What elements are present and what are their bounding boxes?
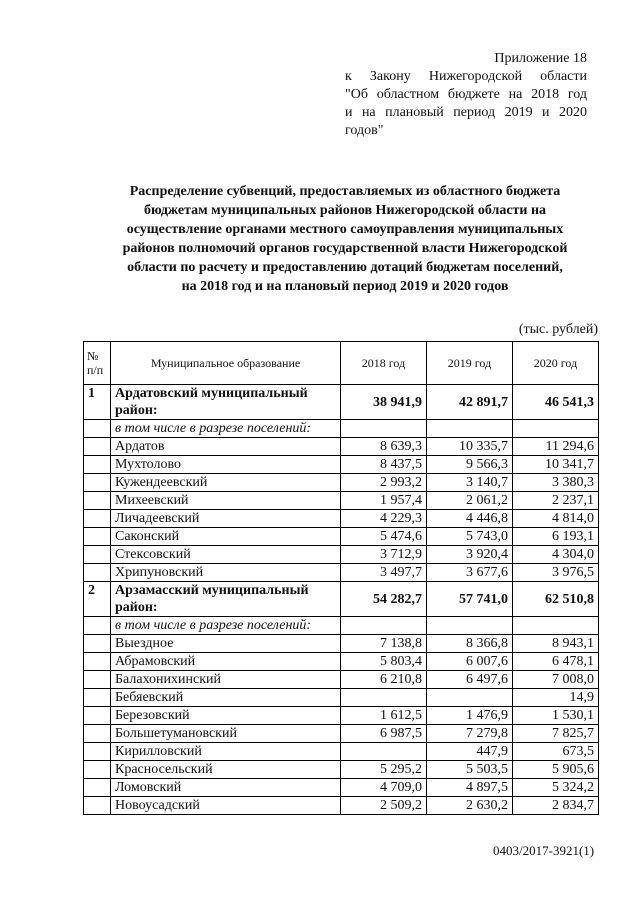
value-2018 bbox=[341, 743, 427, 761]
settlement-name: Кужендеевский bbox=[111, 474, 341, 492]
row-num bbox=[84, 474, 111, 492]
value-2020: 5 324,2 bbox=[513, 779, 599, 797]
units-label: (тыс. рублей) bbox=[518, 322, 598, 337]
table-row bbox=[84, 797, 599, 815]
row-num bbox=[84, 797, 111, 815]
row-num bbox=[84, 456, 111, 474]
value-2018: 6 987,5 bbox=[341, 725, 427, 743]
value-2018: 8 639,3 bbox=[341, 438, 427, 456]
appendix-line: к Закону Нижегородской области bbox=[345, 69, 587, 84]
settlement-name: Березовский bbox=[111, 707, 341, 725]
title-line: области по расчету и предоставлению дотаций бюджетам поселений, bbox=[127, 260, 563, 275]
district-2020: 46 541,3 bbox=[513, 385, 599, 420]
value-2018: 5 803,4 bbox=[341, 653, 427, 671]
title-line: осуществление органами местного самоуправления муниципальных bbox=[126, 222, 564, 237]
value-2019: 1 476,9 bbox=[427, 707, 513, 725]
value-2019: 3 677,6 bbox=[427, 564, 513, 582]
table-row bbox=[84, 725, 599, 743]
district-row bbox=[84, 385, 599, 420]
value-2019: 447,9 bbox=[427, 743, 513, 761]
document-code: 0403/2017-3921(1) bbox=[493, 843, 595, 858]
value-2018: 3 497,7 bbox=[341, 564, 427, 582]
subsidy-table bbox=[83, 341, 599, 815]
district-row bbox=[84, 582, 599, 617]
table-row bbox=[84, 456, 599, 474]
value-2020: 8 943,1 bbox=[513, 635, 599, 653]
value-2019: 7 279,8 bbox=[427, 725, 513, 743]
settlement-name: Михеевский bbox=[111, 492, 341, 510]
settlement-name: Новоусадский bbox=[111, 797, 341, 815]
settlement-name: Мухтолово bbox=[111, 456, 341, 474]
row-num bbox=[84, 689, 111, 707]
district-name: Арзамасский муниципальный район: bbox=[111, 582, 341, 617]
table-row bbox=[84, 743, 599, 761]
settlement-name: Хрипуновский bbox=[111, 564, 341, 582]
value-2018: 2 509,2 bbox=[341, 797, 427, 815]
row-num bbox=[84, 528, 111, 546]
value-2018: 4 709,0 bbox=[341, 779, 427, 797]
table-row bbox=[84, 761, 599, 779]
header-name: Муниципальное образование bbox=[111, 342, 341, 385]
value-2020: 11 294,6 bbox=[513, 438, 599, 456]
settlement-name: Личадеевский bbox=[111, 510, 341, 528]
table-row bbox=[84, 635, 599, 653]
header-2019: 2019 год bbox=[427, 342, 513, 385]
value-2020: 2 834,7 bbox=[513, 797, 599, 815]
settlement-name: Абрамовский bbox=[111, 653, 341, 671]
value-2019: 9 566,3 bbox=[427, 456, 513, 474]
title-line: бюджетам муниципальных районов Нижегородской области на bbox=[143, 203, 547, 218]
settlement-name: Большетумановский bbox=[111, 725, 341, 743]
district-2020: 62 510,8 bbox=[513, 582, 599, 617]
table-row bbox=[84, 546, 599, 564]
district-2019: 57 741,0 bbox=[427, 582, 513, 617]
row-num bbox=[84, 725, 111, 743]
value-2019: 3 920,4 bbox=[427, 546, 513, 564]
value-2018: 1 612,5 bbox=[341, 707, 427, 725]
row-num bbox=[84, 653, 111, 671]
table-row bbox=[84, 564, 599, 582]
settlement-name: Кирилловский bbox=[111, 743, 341, 761]
settlement-name: Саконский bbox=[111, 528, 341, 546]
district-2018: 54 282,7 bbox=[341, 582, 427, 617]
value-2019: 2 630,2 bbox=[427, 797, 513, 815]
settlement-name: Выездное bbox=[111, 635, 341, 653]
appendix-line: годов" bbox=[345, 123, 384, 138]
settlement-name: Ломовский bbox=[111, 779, 341, 797]
value-2018: 5 295,2 bbox=[341, 761, 427, 779]
settlement-name: Ардатов bbox=[111, 438, 341, 456]
appendix-line: "Об областном бюджете на 2018 год bbox=[345, 87, 587, 102]
value-2020: 673,5 bbox=[513, 743, 599, 761]
value-2020: 2 237,1 bbox=[513, 492, 599, 510]
appendix-note bbox=[345, 50, 587, 140]
value-2019: 8 366,8 bbox=[427, 635, 513, 653]
value-2018 bbox=[341, 689, 427, 707]
subtitle-row bbox=[84, 617, 599, 635]
row-num bbox=[84, 564, 111, 582]
appendix-line: и на плановый период 2019 и 2020 bbox=[345, 105, 587, 120]
row-num bbox=[84, 671, 111, 689]
subtitle-text: в том числе в разрезе поселений: bbox=[111, 420, 341, 438]
table-header-row bbox=[84, 342, 599, 385]
table-row bbox=[84, 671, 599, 689]
table-body bbox=[84, 385, 599, 815]
value-2020: 4 814,0 bbox=[513, 510, 599, 528]
title-line: районов полномочий органов государственной власти Нижегородской bbox=[122, 241, 568, 256]
subtitle-row bbox=[84, 420, 599, 438]
value-2018: 2 993,2 bbox=[341, 474, 427, 492]
value-2019: 5 503,5 bbox=[427, 761, 513, 779]
row-num bbox=[84, 743, 111, 761]
value-2019: 4 897,5 bbox=[427, 779, 513, 797]
document-title bbox=[100, 182, 590, 296]
row-num bbox=[84, 635, 111, 653]
value-2020: 7 008,0 bbox=[513, 671, 599, 689]
district-num: 2 bbox=[84, 582, 111, 617]
value-2020: 1 530,1 bbox=[513, 707, 599, 725]
table-row bbox=[84, 707, 599, 725]
title-line: на 2018 год и на плановый период 2019 и 2020 годов bbox=[181, 279, 509, 294]
value-2020: 4 304,0 bbox=[513, 546, 599, 564]
settlement-name: Бебяевский bbox=[111, 689, 341, 707]
table-row bbox=[84, 689, 599, 707]
value-2020: 6 478,1 bbox=[513, 653, 599, 671]
value-2020: 6 193,1 bbox=[513, 528, 599, 546]
settlement-name: Стексовский bbox=[111, 546, 341, 564]
value-2020: 7 825,7 bbox=[513, 725, 599, 743]
value-2019: 3 140,7 bbox=[427, 474, 513, 492]
district-2018: 38 941,9 bbox=[341, 385, 427, 420]
value-2019: 2 061,2 bbox=[427, 492, 513, 510]
value-2018: 5 474,6 bbox=[341, 528, 427, 546]
value-2019: 6 497,6 bbox=[427, 671, 513, 689]
row-num bbox=[84, 546, 111, 564]
row-num bbox=[84, 510, 111, 528]
value-2019: 10 335,7 bbox=[427, 438, 513, 456]
table-row bbox=[84, 779, 599, 797]
table-row bbox=[84, 492, 599, 510]
value-2020: 3 380,3 bbox=[513, 474, 599, 492]
table-row bbox=[84, 510, 599, 528]
district-name: Ардатовский муниципальный район: bbox=[111, 385, 341, 420]
value-2020: 14,9 bbox=[513, 689, 599, 707]
table-row bbox=[84, 438, 599, 456]
value-2020: 3 976,5 bbox=[513, 564, 599, 582]
header-num: № п/п bbox=[84, 342, 111, 385]
table-row bbox=[84, 653, 599, 671]
value-2020: 5 905,6 bbox=[513, 761, 599, 779]
subtitle-text: в том числе в разрезе поселений: bbox=[111, 617, 341, 635]
district-num: 1 bbox=[84, 385, 111, 420]
value-2018: 8 437,5 bbox=[341, 456, 427, 474]
row-num bbox=[84, 438, 111, 456]
row-num bbox=[84, 761, 111, 779]
header-2020: 2020 год bbox=[513, 342, 599, 385]
value-2018: 4 229,3 bbox=[341, 510, 427, 528]
settlement-name: Красносельский bbox=[111, 761, 341, 779]
value-2018: 7 138,8 bbox=[341, 635, 427, 653]
table-row bbox=[84, 528, 599, 546]
row-num bbox=[84, 779, 111, 797]
row-num bbox=[84, 492, 111, 510]
header-2018: 2018 год bbox=[341, 342, 427, 385]
row-num bbox=[84, 707, 111, 725]
value-2018: 6 210,8 bbox=[341, 671, 427, 689]
title-line: Распределение субвенций, предоставляемых из областного бюджета bbox=[129, 184, 561, 199]
value-2018: 3 712,9 bbox=[341, 546, 427, 564]
appendix-line: Приложение 18 bbox=[494, 51, 587, 66]
value-2019: 6 007,6 bbox=[427, 653, 513, 671]
district-2019: 42 891,7 bbox=[427, 385, 513, 420]
value-2020: 10 341,7 bbox=[513, 456, 599, 474]
value-2018: 1 957,4 bbox=[341, 492, 427, 510]
value-2019: 5 743,0 bbox=[427, 528, 513, 546]
settlement-name: Балахонихинский bbox=[111, 671, 341, 689]
value-2019: 4 446,8 bbox=[427, 510, 513, 528]
table-row bbox=[84, 474, 599, 492]
value-2019 bbox=[427, 689, 513, 707]
